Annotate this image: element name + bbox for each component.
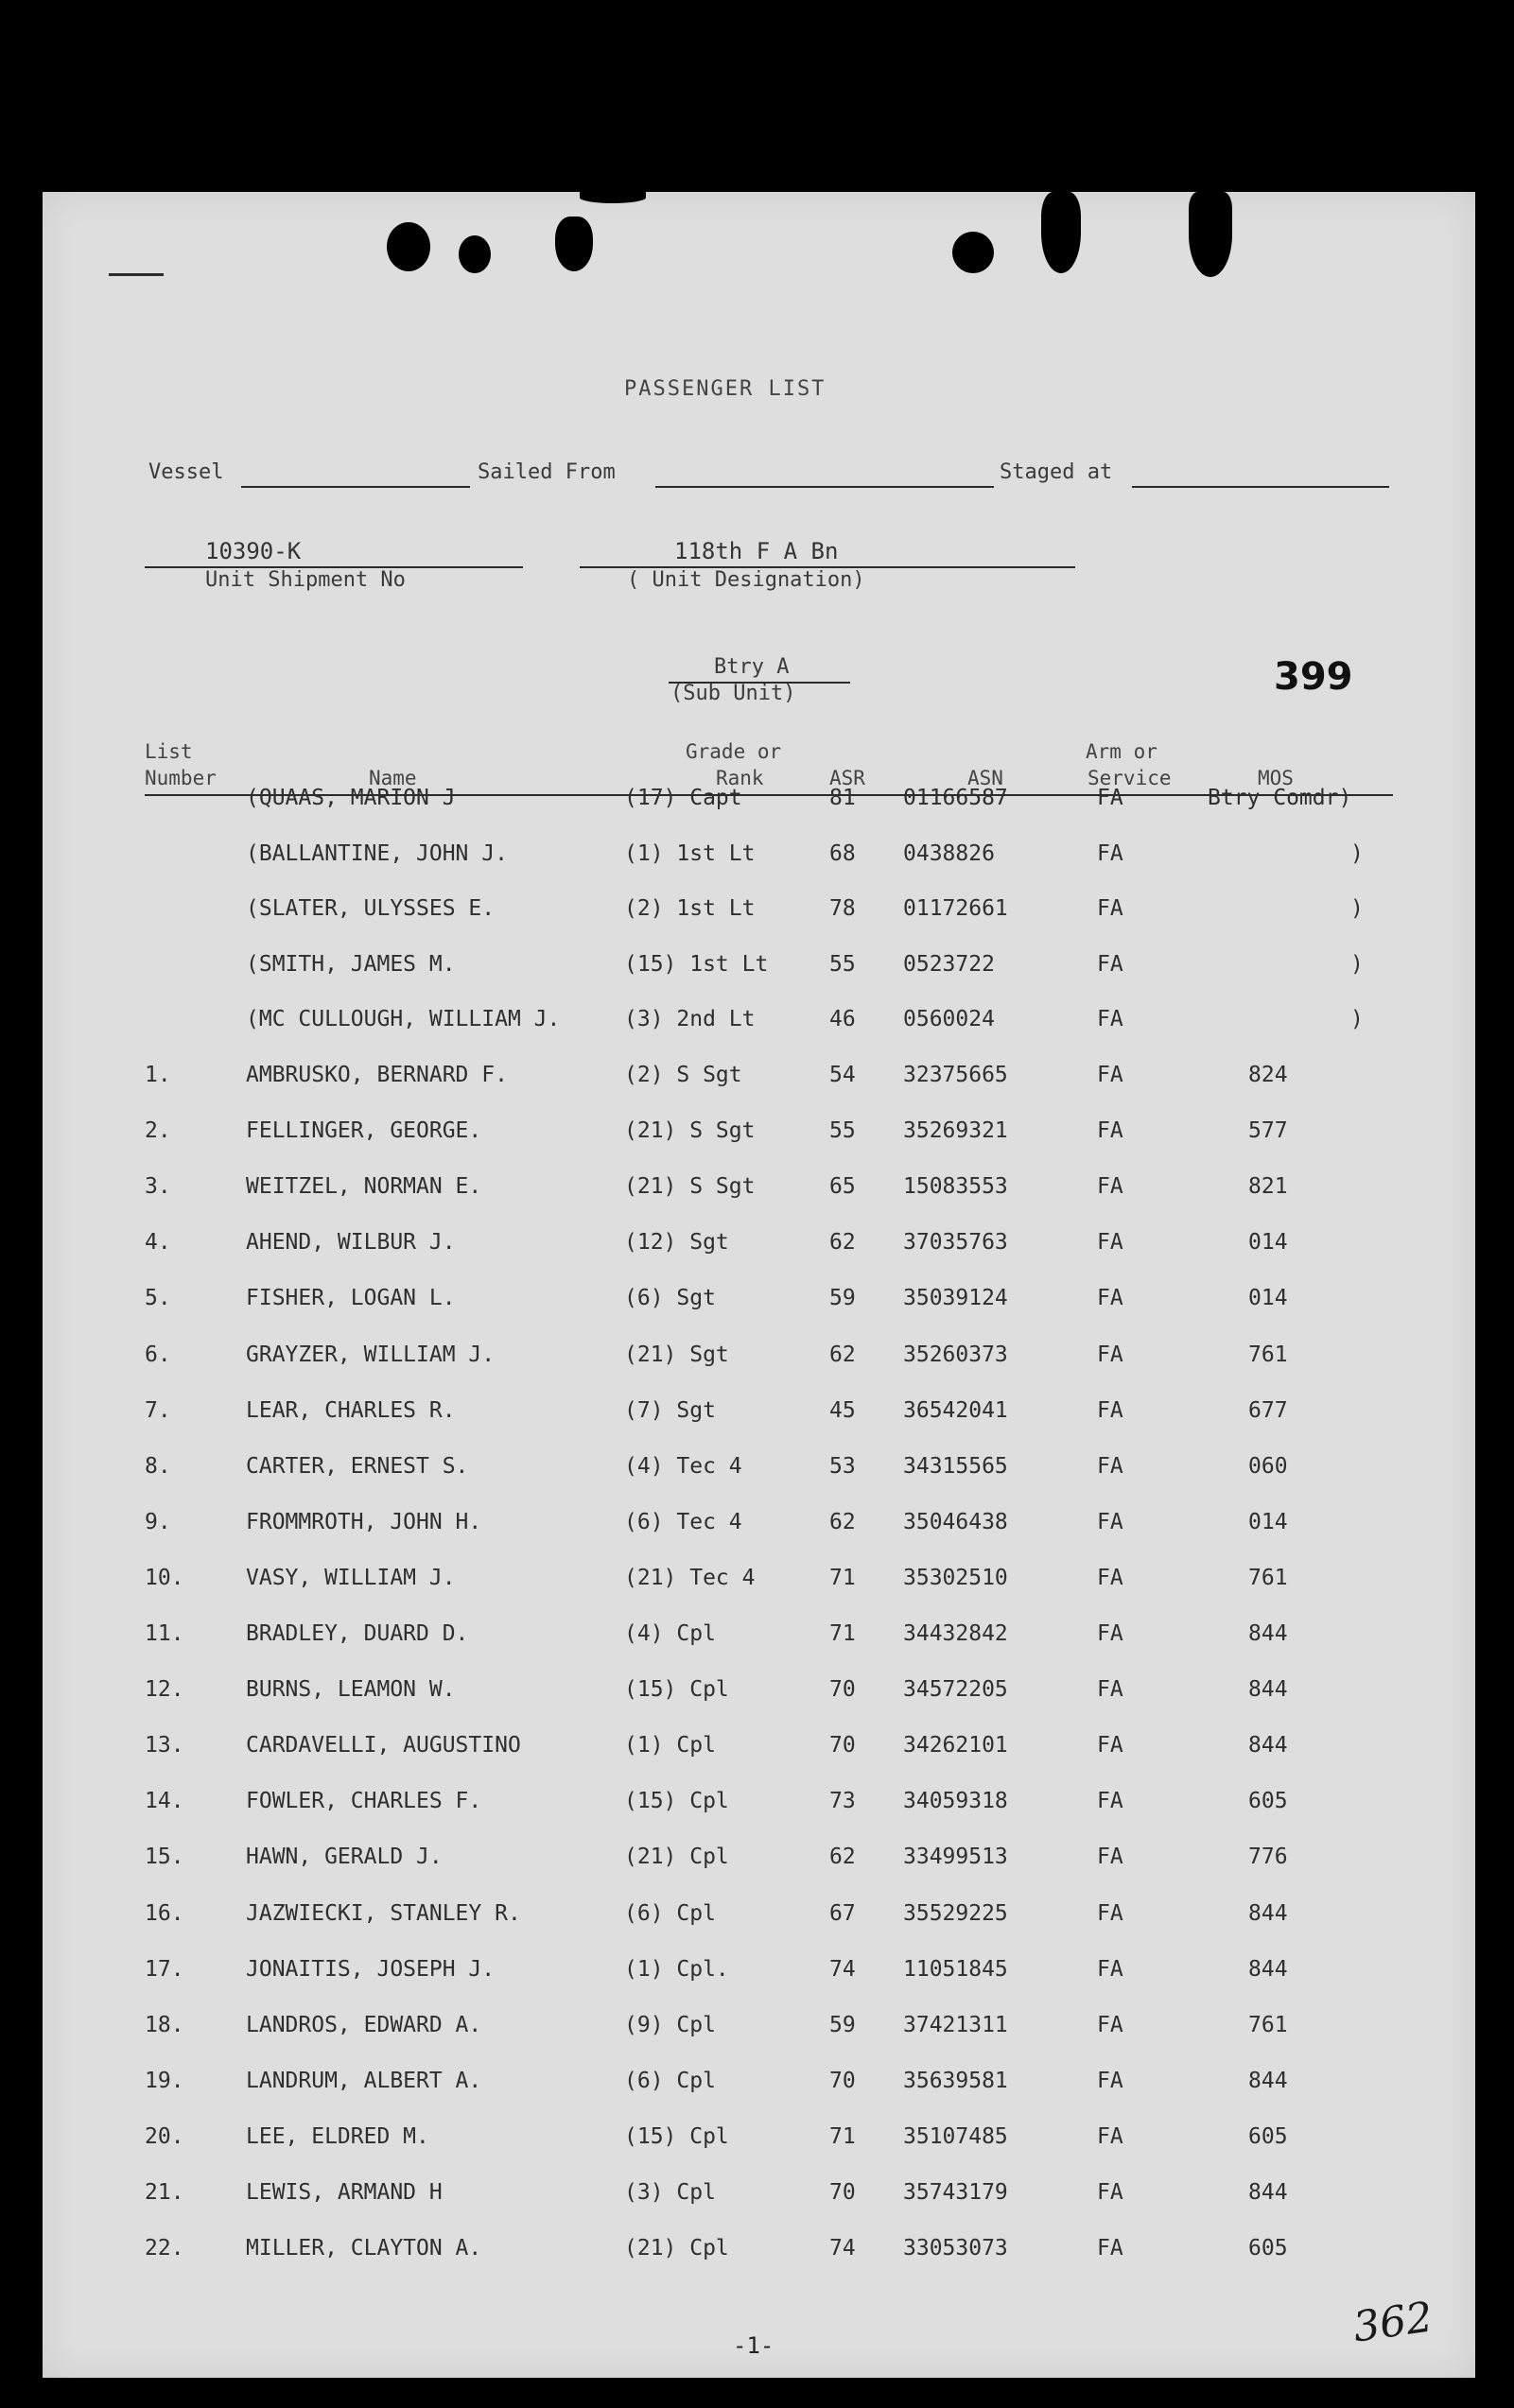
col-grade-2: Rank: [716, 767, 764, 789]
list-number: 17.: [145, 1956, 184, 1982]
enlisted-arm: FA: [1097, 2012, 1123, 2037]
enlisted-mos: 605: [1248, 1789, 1288, 1814]
list-number: 19.: [145, 2068, 184, 2093]
enlisted-grade: (6) Sgt: [624, 1286, 716, 1311]
enlisted-asn: 34572205: [903, 1677, 1008, 1703]
enlisted-name: GRAYZER, WILLIAM J.: [246, 1342, 496, 1367]
enlisted-asn: 33053073: [903, 2236, 1008, 2261]
enlisted-mos: 844: [1248, 1621, 1288, 1646]
enlisted-asr: 73: [829, 1789, 856, 1814]
enlisted-arm: FA: [1097, 1286, 1123, 1311]
enlisted-asr: 70: [829, 2180, 856, 2205]
table-row: [43, 786, 1475, 820]
officer-arm: FA: [1097, 786, 1123, 810]
enlisted-name: CARTER, ERNEST S.: [246, 1453, 469, 1479]
col-list-number-2: Number: [145, 767, 217, 789]
enlisted-mos: 060: [1248, 1453, 1288, 1479]
enlisted-asr: 62: [829, 1230, 856, 1256]
table-row: [43, 2124, 1475, 2158]
unit-shipment-no: 10390-K: [205, 538, 302, 564]
enlisted-asr: 59: [829, 1286, 856, 1311]
officer-mos: ): [1350, 896, 1364, 921]
enlisted-grade: (21) Cpl: [624, 1845, 729, 1870]
enlisted-name: JAZWIECKI, STANLEY R.: [246, 1900, 521, 1926]
list-number: 14.: [145, 1789, 184, 1814]
enlisted-arm: FA: [1097, 1174, 1123, 1200]
enlisted-asn: 35269321: [903, 1118, 1008, 1144]
table-row: [43, 952, 1475, 986]
officer-asr: 78: [829, 896, 856, 921]
enlisted-mos: 014: [1248, 1509, 1288, 1534]
enlisted-asr: 62: [829, 1509, 856, 1534]
enlisted-mos: 821: [1248, 1174, 1288, 1200]
enlisted-arm: FA: [1097, 1733, 1123, 1758]
enlisted-asr: 55: [829, 1118, 856, 1144]
table-row: [43, 1621, 1475, 1655]
enlisted-asn: 36542041: [903, 1397, 1008, 1423]
enlisted-asn: 34315565: [903, 1453, 1008, 1479]
list-number: 9.: [145, 1509, 171, 1534]
staged-at-blank: [1132, 486, 1389, 488]
table-row: [43, 2069, 1475, 2103]
officer-mos: ): [1350, 1007, 1364, 1031]
enlisted-mos: 844: [1248, 2180, 1288, 2205]
top-tear: [580, 192, 646, 203]
enlisted-name: MILLER, CLAYTON A.: [246, 2236, 482, 2261]
enlisted-mos: 577: [1248, 1118, 1288, 1144]
enlisted-name: VASY, WILLIAM J.: [246, 1565, 456, 1590]
enlisted-asn: 35260373: [903, 1342, 1008, 1367]
enlisted-asn: 35743179: [903, 2180, 1008, 2205]
table-row: [43, 1118, 1475, 1152]
enlisted-grade: (15) Cpl: [624, 1789, 729, 1814]
table-row: [43, 1789, 1475, 1823]
enlisted-asn: 35529225: [903, 1900, 1008, 1926]
enlisted-grade: (1) Cpl: [624, 1733, 716, 1758]
officer-grade: (3) 2nd Lt: [624, 1007, 756, 1031]
enlisted-grade: (12) Sgt: [624, 1230, 729, 1256]
table-row: [43, 1454, 1475, 1488]
enlisted-arm: FA: [1097, 1230, 1123, 1256]
enlisted-mos: 761: [1248, 1342, 1288, 1367]
officer-asr: 81: [829, 786, 856, 810]
list-number: 18.: [145, 2012, 184, 2037]
enlisted-arm: FA: [1097, 1397, 1123, 1423]
enlisted-asn: 34432842: [903, 1621, 1008, 1646]
enlisted-grade: (2) S Sgt: [624, 1063, 742, 1087]
table-row: [43, 1398, 1475, 1432]
enlisted-mos: 844: [1248, 2068, 1288, 2093]
table-row: [43, 1845, 1475, 1879]
officer-asr: 46: [829, 1007, 856, 1031]
officer-grade: (17) Capt: [624, 786, 742, 810]
enlisted-name: LEAR, CHARLES R.: [246, 1397, 456, 1423]
unit-designation: 118th F A Bn: [674, 538, 839, 564]
punch-hole: [1041, 192, 1081, 273]
list-number: 11.: [145, 1621, 184, 1646]
enlisted-asr: 71: [829, 1621, 856, 1646]
list-number: 21.: [145, 2180, 184, 2205]
table-row: [43, 1007, 1475, 1041]
vessel-blank: [241, 486, 470, 488]
enlisted-grade: (3) Cpl: [624, 2180, 716, 2205]
enlisted-asn: 34262101: [903, 1733, 1008, 1758]
enlisted-asn: 35302510: [903, 1565, 1008, 1590]
list-number: 20.: [145, 2123, 184, 2149]
officer-arm: FA: [1097, 896, 1123, 921]
enlisted-grade: (4) Tec 4: [624, 1453, 742, 1479]
table-row: [43, 1510, 1475, 1544]
enlisted-asr: 71: [829, 2123, 856, 2149]
enlisted-asr: 74: [829, 2236, 856, 2261]
enlisted-arm: FA: [1097, 1956, 1123, 1982]
enlisted-arm: FA: [1097, 2180, 1123, 2205]
enlisted-mos: 844: [1248, 1956, 1288, 1982]
officer-mos: Btry Comdr): [1208, 786, 1352, 810]
enlisted-arm: FA: [1097, 2236, 1123, 2261]
enlisted-name: LEE, ELDRED M.: [246, 2123, 429, 2149]
enlisted-asn: 11051845: [903, 1956, 1008, 1982]
officer-arm: FA: [1097, 951, 1123, 977]
enlisted-grade: (7) Sgt: [624, 1397, 716, 1423]
table-row: [43, 2236, 1475, 2270]
officer-asn: 0560024: [903, 1007, 995, 1031]
punch-hole: [1189, 192, 1232, 277]
punch-hole: [555, 217, 593, 271]
enlisted-asr: 74: [829, 1956, 856, 1982]
enlisted-arm: FA: [1097, 1845, 1123, 1870]
enlisted-mos: 844: [1248, 1677, 1288, 1703]
table-row: [43, 1174, 1475, 1208]
list-number: 3.: [145, 1174, 171, 1200]
enlisted-asr: 62: [829, 1342, 856, 1367]
enlisted-arm: FA: [1097, 1063, 1123, 1087]
officer-grade: (1) 1st Lt: [624, 840, 756, 866]
table-row: [43, 1677, 1475, 1711]
enlisted-grade: (21) Sgt: [624, 1342, 729, 1367]
col-name: Name: [369, 767, 417, 789]
officer-asr: 55: [829, 951, 856, 977]
enlisted-asr: 45: [829, 1397, 856, 1423]
enlisted-arm: FA: [1097, 1565, 1123, 1590]
enlisted-name: BURNS, LEAMON W.: [246, 1677, 456, 1703]
enlisted-asr: 71: [829, 1565, 856, 1590]
enlisted-grade: (1) Cpl.: [624, 1956, 729, 1982]
table-row: [43, 1230, 1475, 1264]
list-number: 1.: [145, 1063, 171, 1087]
enlisted-grade: (6) Cpl: [624, 2068, 716, 2093]
officer-grade: (2) 1st Lt: [624, 896, 756, 921]
list-number: 7.: [145, 1397, 171, 1423]
officer-name: (QUAAS, MARION J: [246, 786, 456, 810]
enlisted-name: HAWN, GERALD J.: [246, 1845, 443, 1870]
enlisted-mos: 677: [1248, 1397, 1288, 1423]
enlisted-arm: FA: [1097, 1118, 1123, 1144]
officer-arm: FA: [1097, 840, 1123, 866]
enlisted-mos: 014: [1248, 1286, 1288, 1311]
enlisted-asn: 37421311: [903, 2012, 1008, 2037]
enlisted-name: BRADLEY, DUARD D.: [246, 1621, 469, 1646]
enlisted-grade: (21) S Sgt: [624, 1174, 756, 1200]
enlisted-mos: 014: [1248, 1230, 1288, 1256]
officer-asn: 01166587: [903, 786, 1008, 810]
enlisted-arm: FA: [1097, 2068, 1123, 2093]
enlisted-mos: 605: [1248, 2236, 1288, 2261]
list-number: 16.: [145, 1900, 184, 1926]
officer-asn: 01172661: [903, 896, 1008, 921]
list-number: 12.: [145, 1677, 184, 1703]
enlisted-asr: 53: [829, 1453, 856, 1479]
enlisted-asn: 37035763: [903, 1230, 1008, 1256]
officer-asn: 0438826: [903, 840, 995, 866]
sailed-from-label: Sailed From: [478, 460, 616, 484]
handwritten-number: 362: [1349, 2293, 1436, 2352]
punch-hole: [387, 222, 430, 271]
enlisted-asr: 67: [829, 1900, 856, 1926]
table-row: [43, 1901, 1475, 1935]
list-number: 6.: [145, 1342, 171, 1367]
list-number: 15.: [145, 1845, 184, 1870]
enlisted-asn: 35639581: [903, 2068, 1008, 2093]
officer-grade: (15) 1st Lt: [624, 951, 769, 977]
enlisted-arm: FA: [1097, 1900, 1123, 1926]
enlisted-mos: 844: [1248, 1733, 1288, 1758]
col-arm-2: Service: [1088, 767, 1172, 789]
enlisted-arm: FA: [1097, 1677, 1123, 1703]
enlisted-asr: 70: [829, 2068, 856, 2093]
officer-name: (SMITH, JAMES M.: [246, 951, 456, 977]
enlisted-mos: 824: [1248, 1063, 1288, 1087]
enlisted-name: FELLINGER, GEORGE.: [246, 1118, 482, 1144]
enlisted-name: FISHER, LOGAN L.: [246, 1286, 456, 1311]
enlisted-grade: (15) Cpl: [624, 1677, 729, 1703]
document-page: [43, 192, 1475, 2378]
col-list-number-1: List: [145, 740, 193, 763]
enlisted-name: LANDROS, EDWARD A.: [246, 2012, 482, 2037]
table-row: [43, 896, 1475, 930]
enlisted-name: AMBRUSKO, BERNARD F.: [246, 1063, 508, 1087]
officer-arm: FA: [1097, 1007, 1123, 1031]
table-row: [43, 1063, 1475, 1097]
table-row: [43, 1566, 1475, 1600]
enlisted-asn: 15083553: [903, 1174, 1008, 1200]
col-asr: ASR: [829, 767, 865, 789]
enlisted-name: FOWLER, CHARLES F.: [246, 1789, 482, 1814]
enlisted-arm: FA: [1097, 1342, 1123, 1367]
table-row: [43, 841, 1475, 875]
enlisted-grade: (15) Cpl: [624, 2123, 729, 2149]
sub-unit: Btry A: [714, 655, 790, 679]
col-arm-1: Arm or: [1086, 740, 1157, 763]
officer-mos: ): [1350, 840, 1364, 866]
officer-name: (SLATER, ULYSSES E.: [246, 896, 496, 921]
enlisted-mos: 844: [1248, 1900, 1288, 1926]
list-number: 4.: [145, 1230, 171, 1256]
page-title: PASSENGER LIST: [624, 377, 827, 401]
enlisted-asn: 35046438: [903, 1509, 1008, 1534]
enlisted-name: LANDRUM, ALBERT A.: [246, 2068, 482, 2093]
punch-hole: [952, 232, 994, 273]
enlisted-grade: (21) Cpl: [624, 2236, 729, 2261]
officer-name: (BALLANTINE, JOHN J.: [246, 840, 508, 866]
enlisted-asr: 59: [829, 2012, 856, 2037]
page-footer: -1-: [733, 2332, 774, 2359]
enlisted-mos: 761: [1248, 2012, 1288, 2037]
list-number: 13.: [145, 1733, 184, 1758]
sailed-from-blank: [655, 486, 994, 488]
enlisted-name: WEITZEL, NORMAN E.: [246, 1174, 482, 1200]
table-row: [43, 1733, 1475, 1767]
officer-asr: 68: [829, 840, 856, 866]
enlisted-name: CARDAVELLI, AUGUSTINO: [246, 1733, 521, 1758]
enlisted-arm: FA: [1097, 1789, 1123, 1814]
officer-asn: 0523722: [903, 951, 995, 977]
enlisted-asn: 33499513: [903, 1845, 1008, 1870]
col-grade-1: Grade or: [686, 740, 782, 763]
enlisted-grade: (9) Cpl: [624, 2012, 716, 2037]
list-number: 10.: [145, 1565, 184, 1590]
enlisted-grade: (6) Cpl: [624, 1900, 716, 1926]
enlisted-asr: 65: [829, 1174, 856, 1200]
officer-name: (MC CULLOUGH, WILLIAM J.: [246, 1007, 561, 1031]
page-stamp-number: 399: [1274, 655, 1353, 699]
list-number: 22.: [145, 2236, 184, 2261]
table-row: [43, 2180, 1475, 2214]
col-mos: MOS: [1258, 767, 1294, 789]
punch-hole: [459, 235, 491, 273]
unit-designation-label: ( Unit Designation): [627, 568, 865, 592]
enlisted-arm: FA: [1097, 2123, 1123, 2149]
enlisted-asr: 54: [829, 1063, 856, 1087]
enlisted-name: JONAITIS, JOSEPH J.: [246, 1956, 496, 1982]
enlisted-asn: 35107485: [903, 2123, 1008, 2149]
enlisted-mos: 605: [1248, 2123, 1288, 2149]
enlisted-arm: FA: [1097, 1621, 1123, 1646]
enlisted-asn: 34059318: [903, 1789, 1008, 1814]
enlisted-arm: FA: [1097, 1509, 1123, 1534]
enlisted-grade: (4) Cpl: [624, 1621, 716, 1646]
enlisted-asr: 62: [829, 1845, 856, 1870]
enlisted-asr: 70: [829, 1677, 856, 1703]
enlisted-asn: 35039124: [903, 1286, 1008, 1311]
col-asn: ASN: [967, 767, 1003, 789]
enlisted-name: FROMMROTH, JOHN H.: [246, 1509, 482, 1534]
enlisted-name: LEWIS, ARMAND H: [246, 2180, 443, 2205]
table-row: [43, 1286, 1475, 1320]
list-number: 5.: [145, 1286, 171, 1311]
enlisted-asn: 32375665: [903, 1063, 1008, 1087]
table-row: [43, 1343, 1475, 1377]
corner-dash: [109, 273, 164, 276]
enlisted-grade: (21) Tec 4: [624, 1565, 756, 1590]
enlisted-mos: 761: [1248, 1565, 1288, 1590]
list-number: 2.: [145, 1118, 171, 1144]
list-number: 8.: [145, 1453, 171, 1479]
enlisted-grade: (6) Tec 4: [624, 1509, 742, 1534]
table-row: [43, 1957, 1475, 1991]
enlisted-asr: 70: [829, 1733, 856, 1758]
enlisted-name: AHEND, WILBUR J.: [246, 1230, 456, 1256]
sub-unit-label: (Sub Unit): [670, 682, 796, 705]
officer-mos: ): [1350, 951, 1364, 977]
enlisted-arm: FA: [1097, 1453, 1123, 1479]
staged-at-label: Staged at: [1000, 460, 1113, 484]
vessel-label: Vessel: [148, 460, 224, 484]
enlisted-grade: (21) S Sgt: [624, 1118, 756, 1144]
enlisted-mos: 776: [1248, 1845, 1288, 1870]
table-row: [43, 2013, 1475, 2047]
unit-shipment-label: Unit Shipment No: [205, 568, 406, 592]
